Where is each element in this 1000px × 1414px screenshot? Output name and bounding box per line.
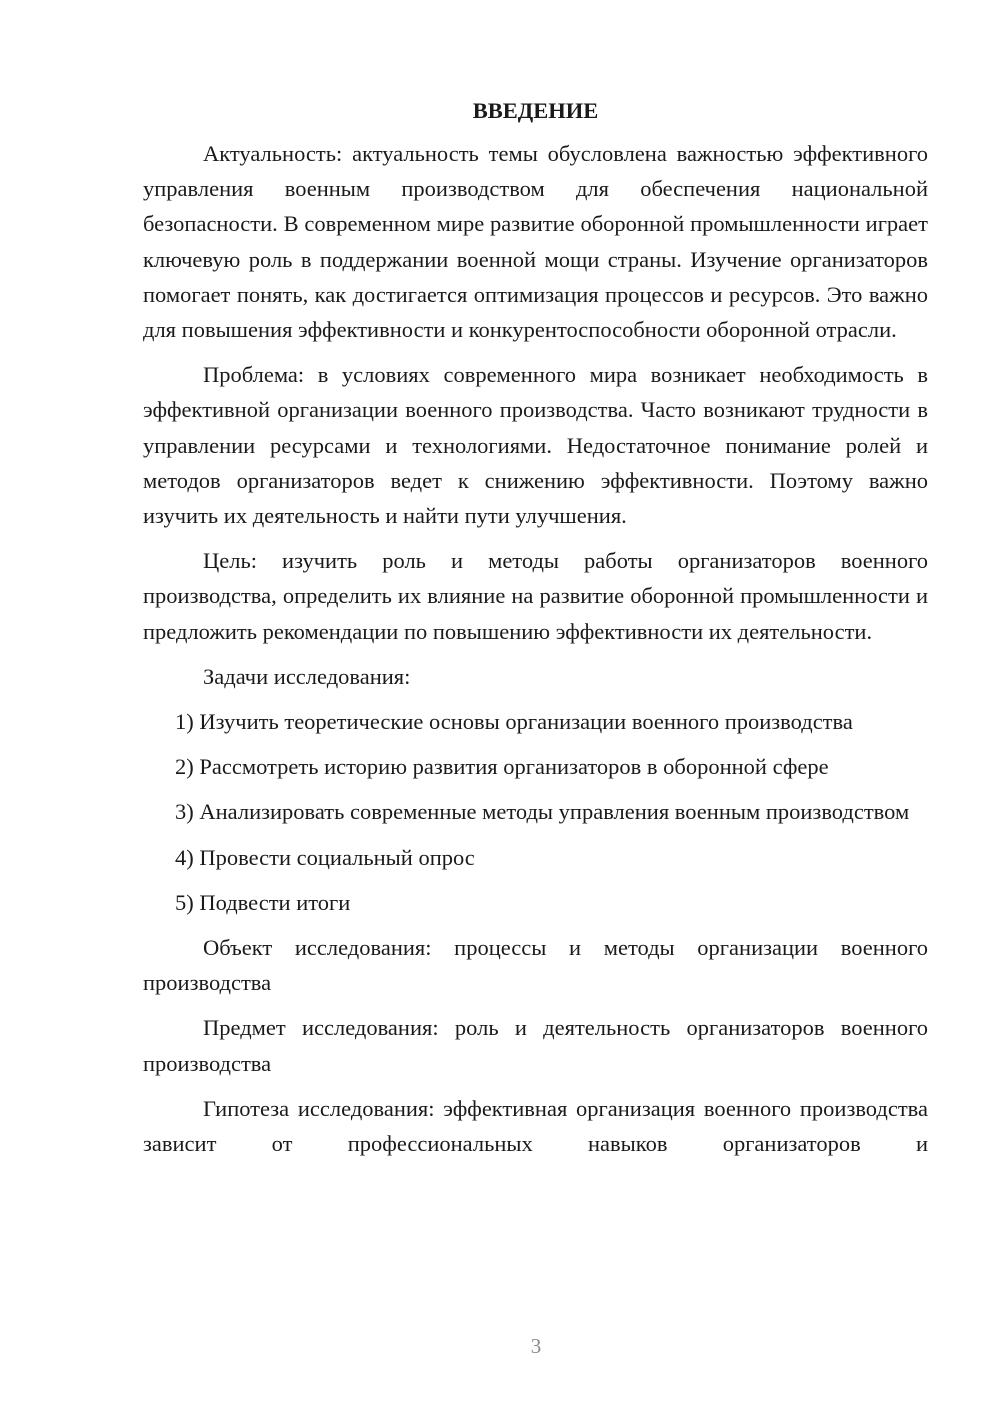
task-item-3: 3) Анализировать современные методы управления военным производством xyxy=(175,799,910,825)
task-item-1: 1) Изучить теоретические основы организации военного производства xyxy=(175,709,853,735)
subject-paragraph: Предмет исследования: роль и деятельность организаторов военного производства xyxy=(143,1015,928,1076)
page-content xyxy=(143,96,928,1171)
page-number: 3 xyxy=(530,1334,542,1358)
relevance-paragraph: Актуальность: актуальность темы обусловлена важностью эффективного управления военным производством для обеспечения национальной безопасности. В современном мире развитие оборонной промышленности играет ключевую роль в поддержании военной мощи страны. Изучение организаторов помогает понять, как достигается оптимизация процессов и ресурсов. Это важно для повышения эффективности и конкурентоспособности оборонной отрасли. xyxy=(143,141,928,343)
problem-paragraph: Проблема: в условиях современного мира возникает необходимость в эффективной организации военного производства. Часто возникают трудности в управлении ресурсами и технологиями. Недостаточное понимание ролей и методов организаторов ведет к снижению эффективности. Поэтому важно изучить их деятельность и найти пути улучшения. xyxy=(143,362,928,529)
object-paragraph: Объект исследования: процессы и методы организации военного производства xyxy=(143,935,928,996)
tasks-title: Задачи исследования: xyxy=(203,663,411,689)
task-item-4: 4) Провести социальный опрос xyxy=(175,844,475,870)
section-heading: ВВЕДЕНИЕ xyxy=(472,98,599,123)
goal-paragraph: Цель: изучить роль и методы работы организаторов военного производства, определить их влияние на развитие оборонной промышленности и предложить рекомендации по повышению эффективности их деятельности. xyxy=(143,548,928,644)
hypothesis-paragraph: Гипотеза исследования: эффективная организация военного производства зависит от профессиональных навыков организаторов и xyxy=(143,1095,928,1157)
task-item-2: 2) Рассмотреть историю развития организаторов в оборонной сфере xyxy=(175,754,829,780)
task-item-5: 5) Подвести итоги xyxy=(175,889,351,915)
